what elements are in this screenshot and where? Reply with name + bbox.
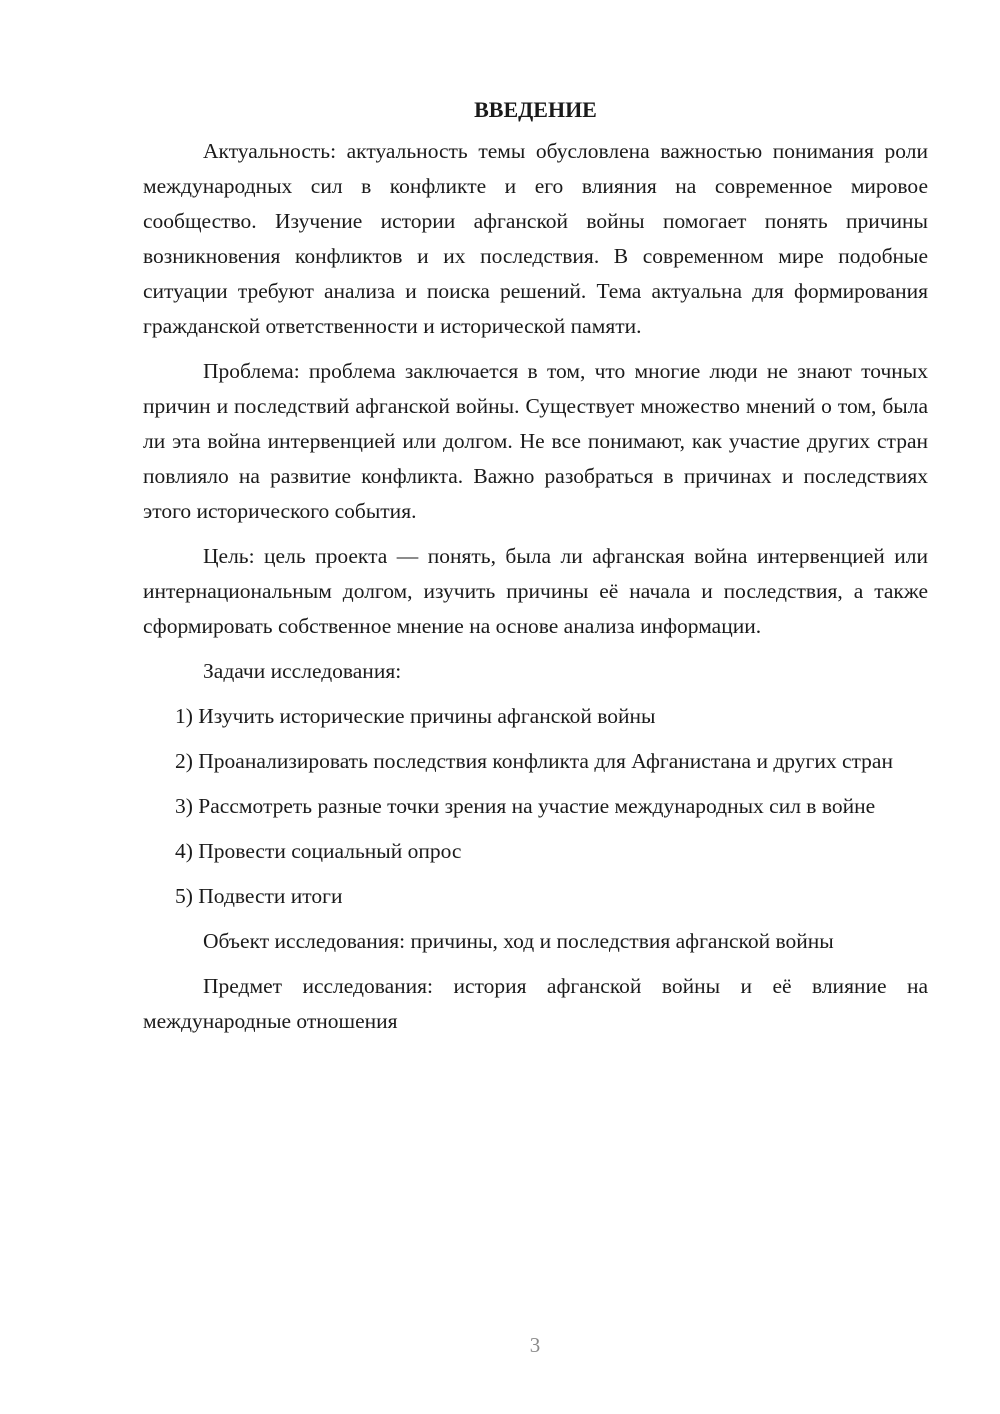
goal-paragraph: Цель: цель проекта — понять, была ли афганская война интервенцией или интернациональным долгом, изучить причины её начала и последствия, а также сформировать собственное мнение на основе анализа информации. xyxy=(143,544,928,638)
document-page xyxy=(143,92,928,1049)
object-paragraph: Объект исследования: причины, ход и последствия афганской войны xyxy=(203,929,834,953)
tasks-heading: Задачи исследования: xyxy=(203,659,402,683)
task-item-2: 2) Проанализировать последствия конфликта для Афганистана и других стран xyxy=(175,749,893,773)
task-item-4: 4) Провести социальный опрос xyxy=(175,839,462,863)
task-item-3: 3) Рассмотреть разные точки зрения на участие международных сил в войне xyxy=(175,794,876,818)
page-title: ВВЕДЕНИЕ xyxy=(474,97,597,122)
page-number: 3 xyxy=(529,1333,541,1357)
problem-paragraph: Проблема: проблема заключается в том, что многие люди не знают точных причин и последствий афганской войны. Существует множество мнений о том, была ли эта война интервенцией или долгом. Не все понимают, как участие других стран повлияло на развитие конфликта. Важно разобраться в причинах и последствиях этого исторического события. xyxy=(143,359,928,523)
relevance-paragraph: Актуальность: актуальность темы обусловлена важностью понимания роли международных сил в конфликте и его влияния на современное мировое сообщество. Изучение истории афганской войны помогает понять причины возникновения конфликтов и их последствия. В современном мире подобные ситуации требуют анализа и поиска решений. Тема актуальна для формирования гражданской ответственности и исторической памяти. xyxy=(143,139,928,338)
task-item-1: 1) Изучить исторические причины афганской войны xyxy=(175,704,656,728)
subject-paragraph: Предмет исследования: история афганской войны и её влияние на международные отношения xyxy=(143,974,928,1033)
task-item-5: 5) Подвести итоги xyxy=(175,884,343,908)
